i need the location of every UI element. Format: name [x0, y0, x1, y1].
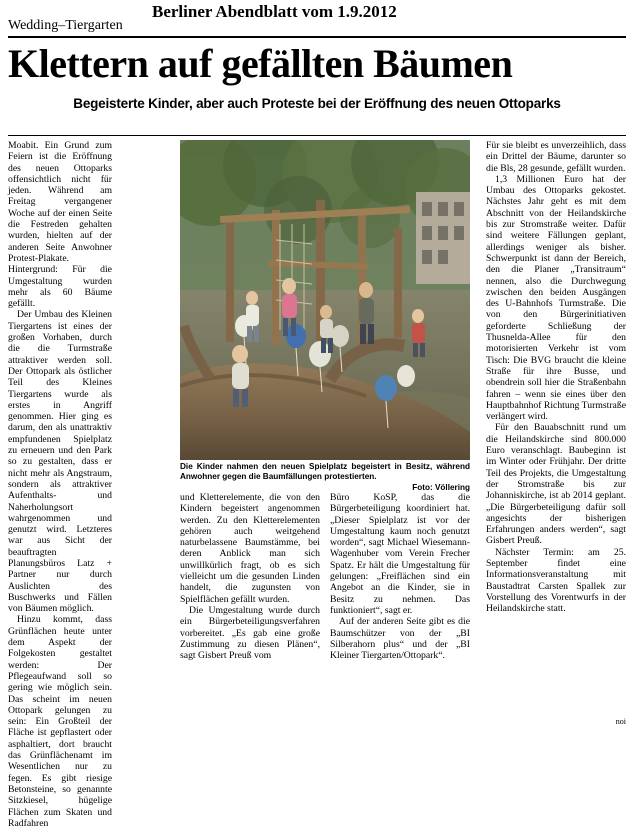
- column-left: [8, 140, 112, 829]
- masthead: [0, 0, 634, 34]
- paper-title: Berliner Abendblatt vom 1.9.2012: [152, 2, 397, 21]
- page-title: Klettern auf gefällten Bäumen: [8, 41, 513, 86]
- subheadline: Begeisterte Kinder, aber auch Proteste bei der Eröffnung des neuen Ottoparks: [73, 96, 561, 111]
- paragraph: Für sie bleibt es unverzeihlich, dass ein Drittel der Bäume, darunter so die Bls, 28 gesunde, gefällt wurden.: [486, 140, 626, 174]
- paragraph: und Kletterelemente, die von den Kindern begeistert angenommen werden. Zu den Kletterelementen gehören auch weitgehend naturbelassene Baumstämme, bei deren Anblick man sich unwillkürlich fragt, ob es sich vielleicht um die gesunden Linden handelt, die zugunsten von Spielflächen gefällt wurden.: [180, 492, 320, 605]
- playground-photo-illustration: [180, 140, 470, 460]
- paragraph: Hinzu kommt, dass Grünflächen heute unter dem Aspekt der Folgekosten gestaltet werden: Der Pflegeaufwand soll so gering wie möglich sein. Das scheint im neuen Ottopark gelungen zu sein: Ein Großteil der Fläche ist gepflastert oder asphaltiert, dort braucht das Grünflächenamt im Wesentlichen nur zu fegen. Es gibt riesige Betonsteine, so genannte Sitzkiesel, hügelige Flächen zum Skaten und Radfahren: [8, 614, 112, 829]
- subheadline-divider: [8, 135, 626, 136]
- paragraph: Auf der anderen Seite gibt es die Baumschützer von der „BI Silberahorn plus“ und der „BI Kleiner Tiergarten/Ottopark“.: [330, 616, 470, 662]
- headline-block: [8, 42, 626, 112]
- paragraph: Der Umbau des Kleinen Tiergartens ist eines der großen Vorhaben, durch die die Turmstraße attraktiver werden soll. Der Ottopark als östlicher Teil des Kleines Tiergartens wurde als erstes in Angriff genommen. Hier ging es darum, den als unattraktiv empfundenen Spielplatz zu erneuern und den Park so zu gestalten, dass er nicht mehr als Angstraum, sondern als attraktiver Aufenthalts- und Naherholungsort wahrgenommen und genutzt wird. Letzteres war aus Sicht der beauftragten Planungsbüros Latz + Partner nur durch Auslichten des Buschwerks und Fällen von Bäumen möglich.: [8, 309, 112, 615]
- photo-caption: [180, 462, 470, 493]
- column-middle-a: [180, 492, 320, 661]
- paragraph: Moabit. Ein Grund zum Feiern ist die Eröffnung des neuen Ottoparks offensichtlich nicht für jeden. Während am Freitag vergangener Woche auf der einen Seite die Festreden gehalten wurden, hielten auf der anderen Seite Anwohner Protest-Plakate. Hintergrund: Für die Umgestaltung wurden mehr als 60 Bäume gefällt.: [8, 140, 112, 310]
- author-initials: noi: [615, 717, 626, 726]
- masthead-divider: [8, 36, 626, 38]
- column-middle-lower: [180, 492, 470, 724]
- article-body: [8, 140, 626, 829]
- column-right: [486, 140, 626, 614]
- article-photo: [180, 140, 470, 460]
- paragraph: Die Umgestaltung wurde durch ein Bürgerbeteiligungsverfahren vorbereitet. „Es gab eine große Zustimmung zu diesen Plänen“, sagt Gisbert Preuß vom: [180, 604, 320, 662]
- paragraph: Büro KoSP, das die Bürgerbeteiligung koordiniert hat. „Dieser Spielplatz ist vor der Umgestaltung kaum noch genutzt worden“, sagt Michael Wiesemann-Wagenhuber vom Verein Frecher Spatz. Er hält die Umgestaltung für gelungen: „Freiflächen sind ein Angebot an die Kinder, sie in Besitz zu nehmen. Das funktioniert“, sagt er.: [330, 492, 470, 616]
- section-tag: Wedding–Tiergarten: [8, 18, 123, 33]
- photo-credit: Foto: Völlering: [412, 483, 470, 492]
- photo-frame: [180, 140, 470, 460]
- paragraph: Nächster Termin: am 25. September findet eine Informationsveranstaltung mit Baustadtrat Carsten Spallek zur Vorstellung des Vorentwurfs in der Heilandskirche statt.: [486, 546, 626, 615]
- paragraph: 1,3 Millionen Euro hat der Umbau des Ottoparks gekostet. Nächstes Jahr geht es mit dem Abschnitt von der Heilandskirche bis zur Stromstraße weiter. Dafür sind weitere Fällungen geplant, allerdings weniger als bisher. Schwerpunkt ist dann der Bereich, den die Planer „Transitraum“ nennen, also die Durchwegung zwischen den beiden Ausgängen des U-Bahnhofs Turmstraße. Die von den Bürgerinitiativen geforderte Schließung der Thusnelda-Allee für den motorisierten Verkehr ist vom Tisch: Die BVG braucht die kleine Straße für ihre Busse, und obendrein soll hier die Straßenbahn fahren – wenn sie eines über den Hauptbahnhof Richtung Turmstraße verlängert wird.: [486, 173, 626, 423]
- caption-text: Die Kinder nahmen den neuen Spielplatz begeistert in Besitz, während Anwohner gegen die Baumfällungen protestierten.: [180, 462, 470, 481]
- column-middle-b: [330, 492, 470, 661]
- paragraph: Für den Bauabschnitt rund um die Heilandskirche sind 800.000 Euro veranschlagt. Baubeginn ist im Winter oder Frühjahr. Der dritte Teil des Projekts, die Umgestaltung der Stromstraße bis zur Johanniskirche, ist ab 2014 geplant. „Die Bürgerbeteiligung dafür soll angesichts der bisherigen Erfahrungen anders werden“, sagt Gisbert Preuß.: [486, 422, 626, 547]
